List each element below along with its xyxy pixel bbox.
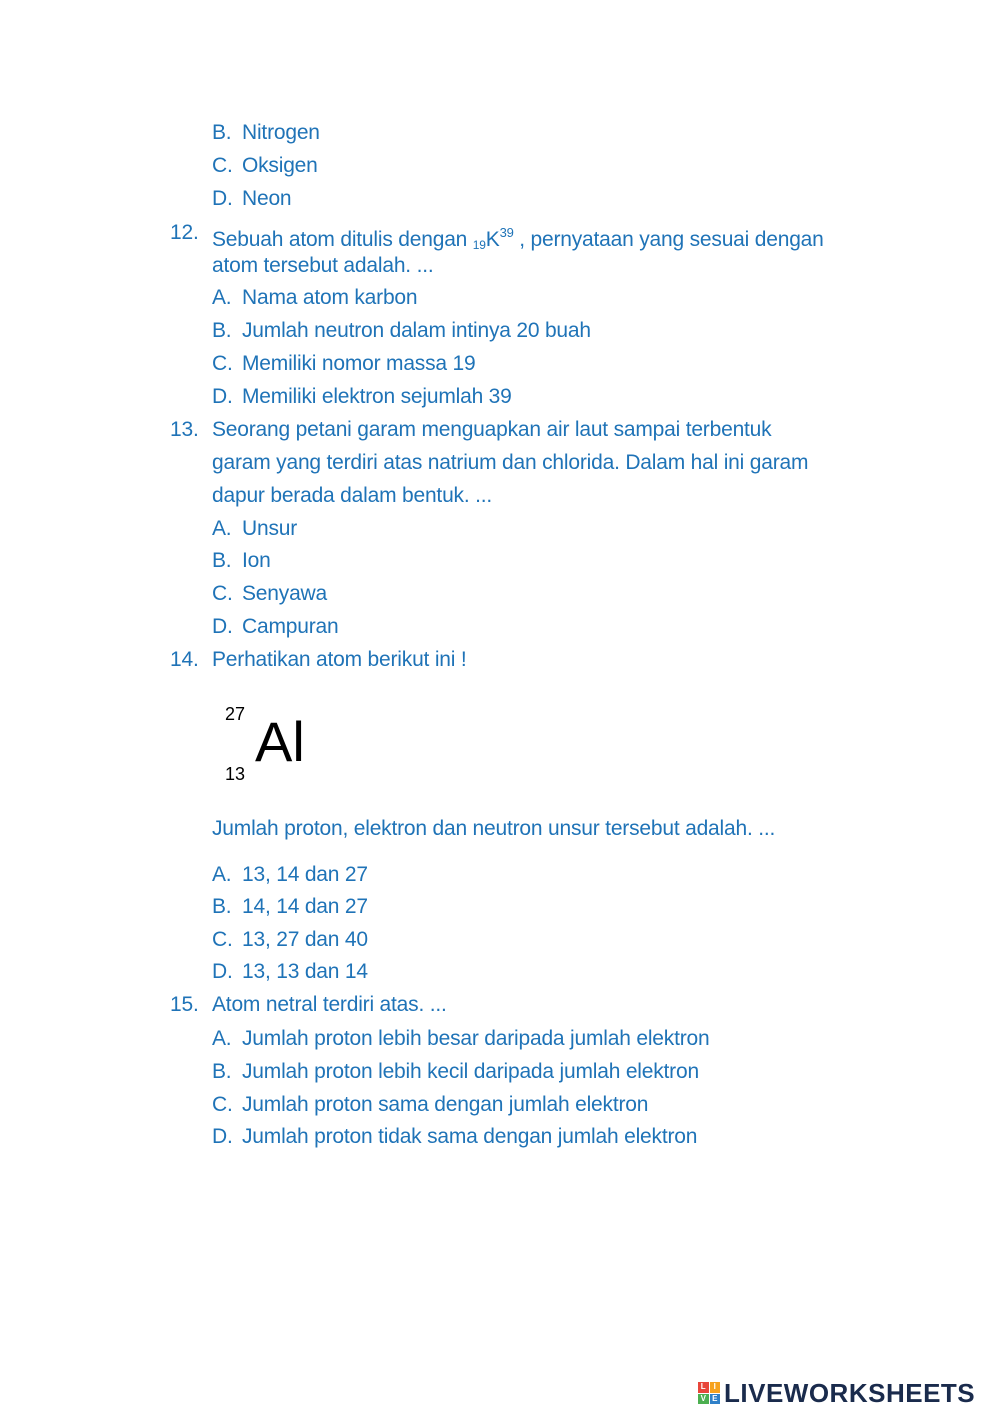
option-text: Oksigen [242, 154, 318, 177]
question-12-text-line2: atom tersebut adalah. ... [212, 254, 434, 277]
option-d-prev: D. Neon [212, 187, 292, 210]
q13-option-b[interactable]: B. Ion [212, 549, 271, 572]
q14-option-c[interactable]: C. 13, 27 dan 40 [212, 928, 368, 951]
option-text: Neon [242, 187, 292, 210]
option-c-prev: C. Oksigen [212, 154, 318, 177]
atomic-number-subscript: 19 [472, 238, 486, 252]
question-13-text-line1: Seorang petani garam menguapkan air laut sampai terbentuk [212, 418, 772, 441]
question-13-number: 13. [170, 418, 199, 441]
isotope-mass-number: 27 [225, 704, 246, 724]
logo-mark-icon: L I V E [698, 1382, 720, 1404]
question-12-text: Sebuah atom ditulis dengan $_{19}K^{39}$ , pernyataan yang sesuai dengan [212, 225, 824, 252]
q13-option-a[interactable]: A. Unsur [212, 517, 298, 540]
q14-option-d[interactable]: D. 13, 13 dan 14 [212, 960, 368, 983]
liveworksheets-logo[interactable] [698, 1378, 975, 1408]
q12-option-c[interactable]: C. Memiliki nomor massa 19 [212, 352, 476, 375]
q15-option-b[interactable]: B. Jumlah proton lebih kecil daripada jumlah elektron [212, 1060, 699, 1083]
q15-option-d[interactable]: D. Jumlah proton tidak sama dengan jumlah elektron [212, 1125, 698, 1148]
q12-option-d[interactable]: D. Memiliki elektron sejumlah 39 [212, 385, 512, 408]
option-text: Nitrogen [242, 121, 320, 144]
mass-number-superscript: 39 [499, 225, 514, 240]
option-b-prev: B. Nitrogen [212, 121, 320, 144]
question-14-text: Perhatikan atom berikut ini ! [212, 648, 467, 671]
element-symbol: K [485, 228, 500, 251]
q15-option-c[interactable]: C. Jumlah proton sama dengan jumlah elektron [212, 1093, 649, 1116]
question-12-number: 12. [170, 221, 199, 244]
question-14-prompt: Jumlah proton, elektron dan neutron unsur tersebut adalah. ... [212, 817, 776, 840]
question-13-text-line2: garam yang terdiri atas natrium dan chlorida. Dalam hal ini garam [212, 451, 809, 474]
question-13-text-line3: dapur berada dalam bentuk. ... [212, 484, 493, 507]
question-14-number: 14. [170, 648, 199, 671]
q15-option-a[interactable]: A. Jumlah proton lebih besar daripada jumlah elektron [212, 1027, 710, 1050]
q13-option-d[interactable]: D. Campuran [212, 615, 339, 638]
logo-text: LIVEWORKSHEETS [724, 1377, 976, 1408]
q13-option-c[interactable]: C. Senyawa [212, 582, 327, 605]
isotope-atomic-number: 13 [225, 764, 246, 784]
aluminium-isotope-figure [225, 700, 345, 790]
q14-option-a[interactable]: A. 13, 14 dan 27 [212, 863, 368, 886]
question-15-text: Atom netral terdiri atas. ... [212, 993, 447, 1016]
q14-option-b[interactable]: B. 14, 14 dan 27 [212, 895, 368, 918]
question-15-number: 15. [170, 993, 199, 1016]
isotope-symbol: Al [255, 710, 305, 773]
q12-option-b[interactable]: B. Jumlah neutron dalam intinya 20 buah [212, 319, 591, 342]
q12-option-a[interactable]: A. Nama atom karbon [212, 286, 418, 309]
